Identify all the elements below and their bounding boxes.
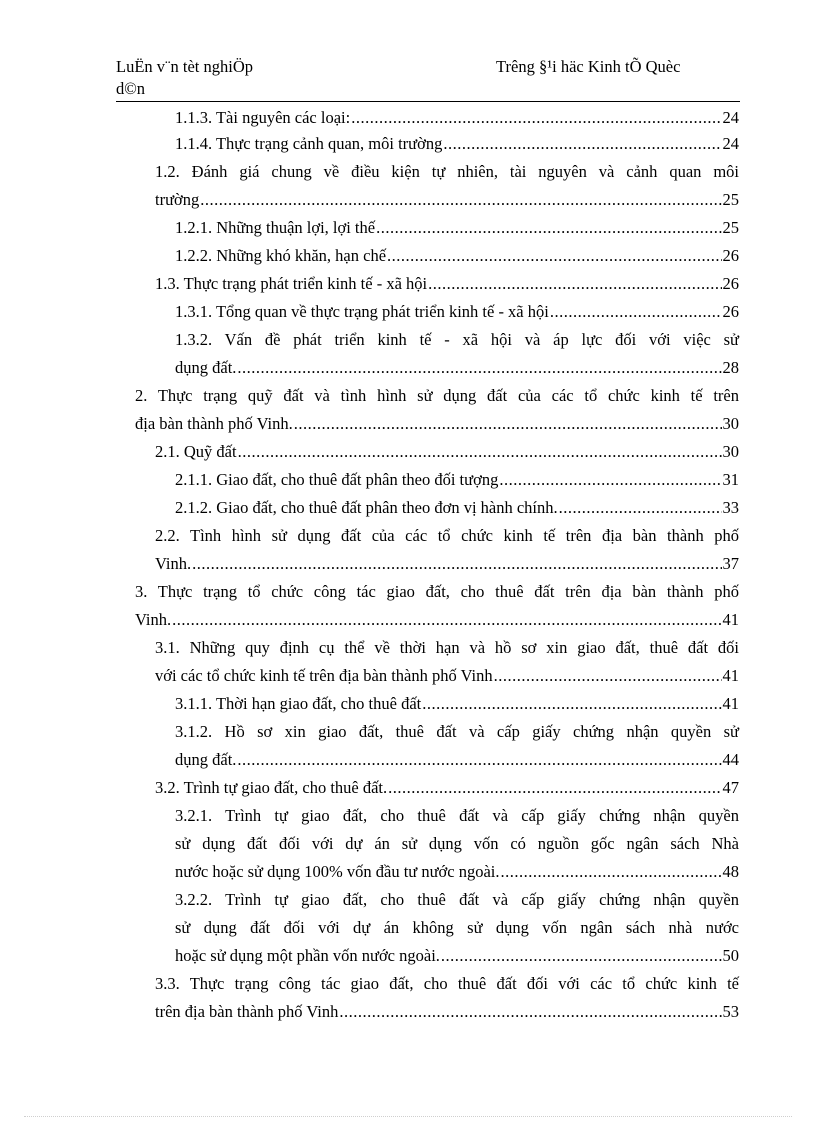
- toc-entry: [175, 214, 739, 242]
- toc-entry-text: trường: [155, 190, 200, 209]
- toc-entry: [135, 578, 739, 634]
- toc-entry-text: hoặc sử dụng một phần vốn nước ngoài.: [175, 946, 440, 965]
- toc-entry-page: 41: [722, 666, 739, 685]
- toc-entry: [155, 158, 739, 214]
- toc-entry-text: dụng đất.: [175, 358, 237, 377]
- toc-entry: [175, 130, 739, 158]
- toc-entry-text-line1: 2.2. Tình hình sử dụng đất của các tổ chức kinh tế trên địa bàn thành phố: [155, 526, 739, 545]
- toc-entry-text: 2.1.2. Giao đất, cho thuê đất phân theo đơn vị hành chính.: [175, 498, 558, 517]
- toc-entry-text: với các tổ chức kinh tế trên địa bàn thành phố Vinh: [155, 666, 493, 685]
- dot-leader: [494, 662, 722, 690]
- toc-entry-page: 24: [722, 108, 739, 127]
- dot-leader: [422, 690, 721, 718]
- toc-entry: [155, 270, 739, 298]
- toc-entry-page: 26: [722, 274, 739, 293]
- toc-entry: [175, 494, 739, 522]
- dot-leader: [294, 410, 722, 438]
- toc-entry-page: 47: [722, 778, 739, 797]
- toc-entry-text: Vinh.: [135, 610, 172, 629]
- dot-leader: [237, 746, 721, 774]
- toc-entry-text-line2: sử dụng đất đối với dự án không sử dụng vốn ngân sách nhà nước: [175, 918, 739, 937]
- toc-entry: [175, 886, 739, 970]
- toc-entry-page: 44: [722, 750, 739, 769]
- toc-entry-page: 26: [722, 246, 739, 265]
- dot-leader: [192, 550, 721, 578]
- toc-entry-text-line1: 2. Thực trạng quỹ đất và tình hình sử dụng đất của các tổ chức kinh tế trên: [135, 386, 739, 405]
- dot-leader: [443, 130, 721, 158]
- toc-entry-text: 3.2. Trình tự giao đất, cho thuê đất.: [155, 778, 388, 797]
- toc-entry-text: 1.3.1. Tổng quan về thực trạng phát triển kinh tế - xã hội: [175, 302, 549, 321]
- toc-entry: [175, 104, 739, 132]
- toc-entry-text: địa bàn thành phố Vinh.: [135, 414, 293, 433]
- page-bottom-border: [24, 1116, 792, 1117]
- dot-leader: [550, 298, 722, 326]
- toc-entry: [175, 242, 739, 270]
- toc-entry-page: 26: [722, 302, 739, 321]
- toc-entry-text-line1: 3.1.2. Hồ sơ xin giao đất, thuê đất và cấp giấy chứng nhận quyền sử: [175, 722, 739, 741]
- toc-entry-page: 25: [722, 218, 739, 237]
- toc-entry: [135, 382, 739, 438]
- toc-entry-text: 2.1. Quỹ đất: [155, 442, 237, 461]
- toc-entry-page: 53: [722, 1002, 739, 1021]
- toc-entry-text-line1: 3.2.1. Trình tự giao đất, cho thuê đất và cấp giấy chứng nhận quyền: [175, 806, 739, 825]
- toc-entry: [175, 718, 739, 774]
- toc-entry: [175, 298, 739, 326]
- toc-entry-text: Vinh.: [155, 554, 192, 573]
- toc-entry-page: 37: [722, 554, 739, 573]
- toc-entry-text-line1: 3.3. Thực trạng công tác giao đất, cho thuê đất đối với các tổ chức kinh tế: [155, 974, 739, 993]
- toc-entry: [175, 466, 739, 494]
- toc-entry-page: 33: [722, 498, 739, 517]
- dot-leader: [559, 494, 722, 522]
- toc-entry-text: nước hoặc sử dụng 100% vốn đầu tư nước ngoài.: [175, 862, 500, 881]
- dot-leader: [501, 858, 722, 886]
- dot-leader: [428, 270, 721, 298]
- dot-leader: [388, 774, 721, 802]
- dot-leader: [237, 354, 721, 382]
- toc-entry-text: 1.1.3. Tài nguyên các loại:: [175, 108, 351, 127]
- toc-entry-text-line1: 3. Thực trạng tổ chức công tác giao đất, cho thuê đất trên địa bàn thành phố: [135, 582, 739, 601]
- toc-entry-page: 30: [722, 414, 739, 433]
- toc-entry-page: 41: [722, 610, 739, 629]
- toc-entry-text-line1: 3.1. Những quy định cụ thể về thời hạn và hồ sơ xin giao đất, thuê đất đối: [155, 638, 739, 657]
- header-divider: [116, 101, 740, 102]
- toc-entry-text-line1: 3.2.2. Trình tự giao đất, cho thuê đất và cấp giấy chứng nhận quyền: [175, 890, 739, 909]
- toc-entry-text: 3.1.1. Thời hạn giao đất, cho thuê đất: [175, 694, 422, 713]
- toc-entry-page: 28: [722, 358, 739, 377]
- toc-entry: [155, 522, 739, 578]
- dot-leader: [238, 438, 722, 466]
- dot-leader: [376, 214, 721, 242]
- toc-entry-text-line1: 1.2. Đánh giá chung về điều kiện tự nhiên, tài nguyên và cảnh quan môi: [155, 162, 739, 181]
- header-left-line1: LuËn v¨n tèt nghiÖp: [116, 57, 254, 76]
- dot-leader: [441, 942, 722, 970]
- toc-entry-text: dụng đất.: [175, 750, 237, 769]
- toc-entry-page: 50: [722, 946, 739, 965]
- toc-entry: [175, 326, 739, 382]
- dot-leader: [200, 186, 721, 214]
- dot-leader: [339, 998, 721, 1026]
- toc-entry-text: 2.1.1. Giao đất, cho thuê đất phân theo đối tượng: [175, 470, 499, 489]
- dot-leader: [387, 242, 721, 270]
- toc-entry-page: 31: [722, 470, 739, 489]
- dot-leader: [351, 104, 721, 132]
- toc-entry-page: 41: [722, 694, 739, 713]
- toc-entry-text-line2: sử dụng đất đối với dự án sử dụng vốn có nguồn gốc ngân sách Nhà: [175, 834, 739, 853]
- dot-leader: [499, 466, 721, 494]
- toc-entry-text-line1: 1.3.2. Vấn đề phát triển kinh tế - xã hội và áp lực đối với việc sử: [175, 330, 739, 349]
- header-right: Trêng §¹i häc Kinh tÕ Quèc: [496, 57, 681, 76]
- toc-entry: [155, 438, 739, 466]
- toc-entry-text: 1.2.1. Những thuận lợi, lợi thế: [175, 218, 376, 237]
- toc-entry-text: 1.3. Thực trạng phát triển kinh tế - xã hội: [155, 274, 428, 293]
- toc-entry: [175, 690, 739, 718]
- toc-entry-page: 48: [722, 862, 739, 881]
- dot-leader: [172, 606, 721, 634]
- toc-entry-page: 30: [722, 442, 739, 461]
- toc-entry: [155, 970, 739, 1026]
- toc-entry-page: 25: [722, 190, 739, 209]
- toc-entry: [155, 774, 739, 802]
- toc-entry-text: 1.2.2. Những khó khăn, hạn chế: [175, 246, 387, 265]
- toc-entry-page: 24: [722, 134, 739, 153]
- toc-entry: [175, 802, 739, 886]
- toc-entry: [155, 634, 739, 690]
- header-left: [116, 56, 316, 100]
- header-left-line2: d©n: [116, 79, 146, 98]
- toc-entry-text: trên địa bàn thành phố Vinh: [155, 1002, 339, 1021]
- toc-entry-text: 1.1.4. Thực trạng cảnh quan, môi trường: [175, 134, 443, 153]
